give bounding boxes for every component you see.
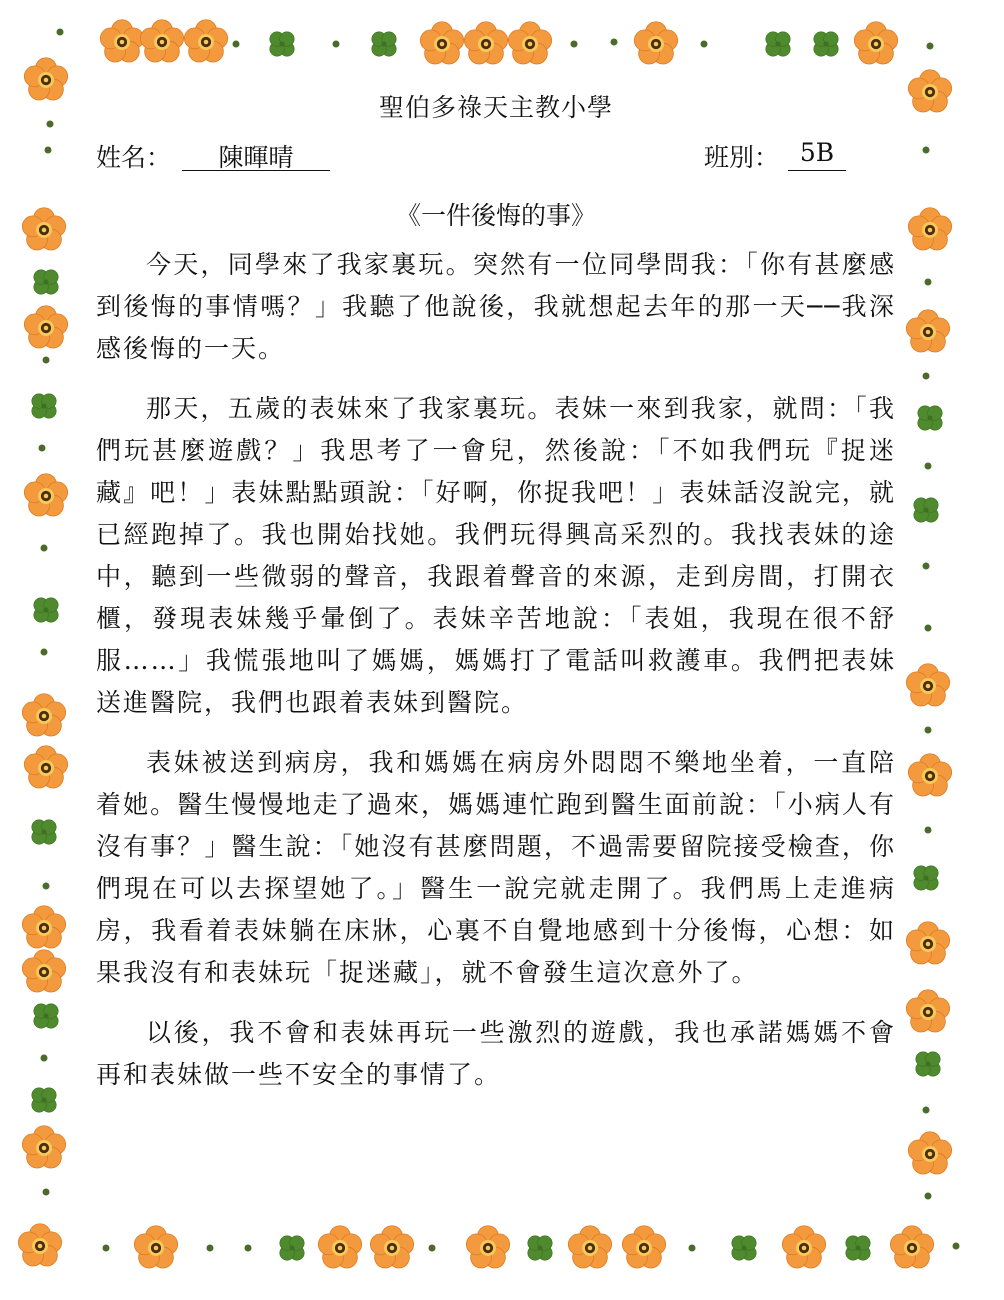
dot-icon [923, 373, 930, 380]
orange-flower-icon [22, 950, 65, 992]
green-clover-icon [34, 1004, 58, 1028]
paragraph: 表妹被送到病房，我和媽媽在病房外悶悶不樂地坐着，一直陪着她。醫生慢慢地走了過來，媽媽連忙跑到醫生面前說：「小病人有沒有事？」醫生說：「她沒有甚麼問題，不過需要留院接受檢查，你們現在可以去探望她了。」醫生一說完就走開了。我們馬上走進病房，我看着表妹躺在床牀，心裏不自覺地感到十分後悔，心想：如果我沒有和表妹玩「捉迷藏」，就不會發生這次意外了。 [96, 748, 896, 987]
name-label: 姓名： [96, 143, 172, 172]
school-name: 聖伯多祿天主教小學 [378, 93, 613, 122]
green-clover-icon [846, 1236, 870, 1260]
orange-flower-icon [140, 20, 183, 62]
dot-icon [207, 1245, 214, 1252]
green-clover-icon [914, 866, 938, 890]
green-clover-icon [34, 598, 58, 622]
dot-icon [923, 1107, 930, 1114]
dot-icon [925, 279, 932, 286]
dot-icon [333, 41, 340, 48]
dot-icon [925, 727, 932, 734]
orange-flower-icon [24, 746, 67, 788]
dot-icon [925, 463, 932, 470]
dot-icon [41, 545, 48, 552]
orange-flower-icon [24, 306, 67, 348]
orange-flower-icon [370, 1226, 413, 1268]
student-info-row [96, 138, 896, 174]
paragraph: 以後，我不會和表妹再玩一些激烈的遊戲，我也承諾媽媽不會再和表妹做一些不安全的事情了。 [96, 1018, 896, 1089]
dot-icon [927, 43, 934, 50]
dot-icon [571, 41, 578, 48]
orange-flower-icon [18, 1224, 61, 1266]
dot-icon [39, 445, 46, 452]
dot-icon [923, 147, 930, 154]
name-field: 陳暉晴 [182, 138, 330, 171]
orange-flower-icon [908, 208, 951, 250]
green-clover-icon [34, 270, 58, 294]
paragraph: 那天，五歲的表妹來了我家裏玩。表妹一來到我家，就問：「我們玩甚麼遊戲？」我思考了一會兒，然後說：「不如我們玩『捉迷藏』吧！」表妹點點頭說：「好啊，你捉我吧！」表妹話沒說完，就已經跑掉了。我也開始找她。我們玩得興高采烈的。我找表妹的途中，聽到一些微弱的聲音，我跟着聲音的來源，走到房間，打開衣櫃，發現表妹幾乎暈倒了。表妹辛苦地說：「表姐，我現在很不舒服……」我慌張地叫了媽媽，媽媽打了電話叫救護車。我們把表妹送進醫院，我們也跟着表妹到醫院。 [96, 394, 896, 717]
orange-flower-icon [24, 474, 67, 516]
orange-flower-icon [22, 208, 65, 250]
orange-flower-icon [184, 20, 227, 62]
green-clover-icon [916, 1052, 940, 1076]
dot-icon [925, 1193, 932, 1200]
orange-flower-icon [890, 1226, 933, 1268]
orange-flower-icon [908, 754, 951, 796]
dot-icon [103, 1245, 110, 1252]
orange-flower-icon [508, 22, 551, 64]
orange-flower-icon [22, 694, 65, 736]
orange-flower-icon [100, 20, 143, 62]
green-clover-icon [766, 32, 790, 56]
green-clover-icon [914, 498, 938, 522]
dot-icon [925, 827, 932, 834]
orange-flower-icon [134, 1226, 177, 1268]
dot-icon [43, 1189, 50, 1196]
paragraph: 今天，同學來了我家裏玩。突然有一位同學問我：「你有甚麼感到後悔的事情嗎？」我聽了他說後，我就想起去年的那一天──我深感後悔的一天。 [96, 250, 896, 363]
dot-icon [47, 121, 54, 128]
orange-flower-icon [906, 922, 949, 964]
dot-icon [701, 41, 708, 48]
green-clover-icon [32, 394, 56, 418]
dot-icon [43, 357, 50, 364]
orange-flower-icon [22, 906, 65, 948]
dot-icon [611, 39, 618, 46]
orange-flower-icon [906, 990, 949, 1032]
dot-icon [429, 1245, 436, 1252]
class-field: 5B [788, 138, 846, 171]
dot-icon [45, 147, 52, 154]
essay-body [96, 244, 896, 1114]
dot-icon [233, 41, 240, 48]
dot-icon [43, 883, 50, 890]
orange-flower-icon [908, 70, 951, 112]
orange-flower-icon [464, 22, 507, 64]
orange-flower-icon [854, 22, 897, 64]
class-label: 班別： [704, 143, 780, 172]
orange-flower-icon [622, 1226, 665, 1268]
orange-flower-icon [906, 310, 949, 352]
dot-icon [57, 29, 64, 36]
essay-title: 《一件後悔的事》 [395, 201, 596, 230]
green-clover-icon [732, 1236, 756, 1260]
green-clover-icon [32, 820, 56, 844]
dot-icon [923, 563, 930, 570]
orange-flower-icon [24, 58, 67, 100]
orange-flower-icon [22, 1126, 65, 1168]
dot-icon [689, 1245, 696, 1252]
orange-flower-icon [568, 1226, 611, 1268]
green-clover-icon [528, 1236, 552, 1260]
dot-icon [925, 625, 932, 632]
orange-flower-icon [466, 1226, 509, 1268]
green-clover-icon [280, 1236, 304, 1260]
orange-flower-icon [908, 1132, 951, 1174]
dot-icon [953, 1243, 960, 1250]
orange-flower-icon [420, 22, 463, 64]
green-clover-icon [32, 1088, 56, 1112]
dot-icon [41, 649, 48, 656]
green-clover-icon [270, 32, 294, 56]
green-clover-icon [918, 406, 942, 430]
orange-flower-icon [634, 22, 677, 64]
green-clover-icon [372, 32, 396, 56]
orange-flower-icon [906, 664, 949, 706]
orange-flower-icon [318, 1226, 361, 1268]
green-clover-icon [814, 32, 838, 56]
dot-icon [245, 1245, 252, 1252]
orange-flower-icon [782, 1226, 825, 1268]
dot-icon [41, 1055, 48, 1062]
